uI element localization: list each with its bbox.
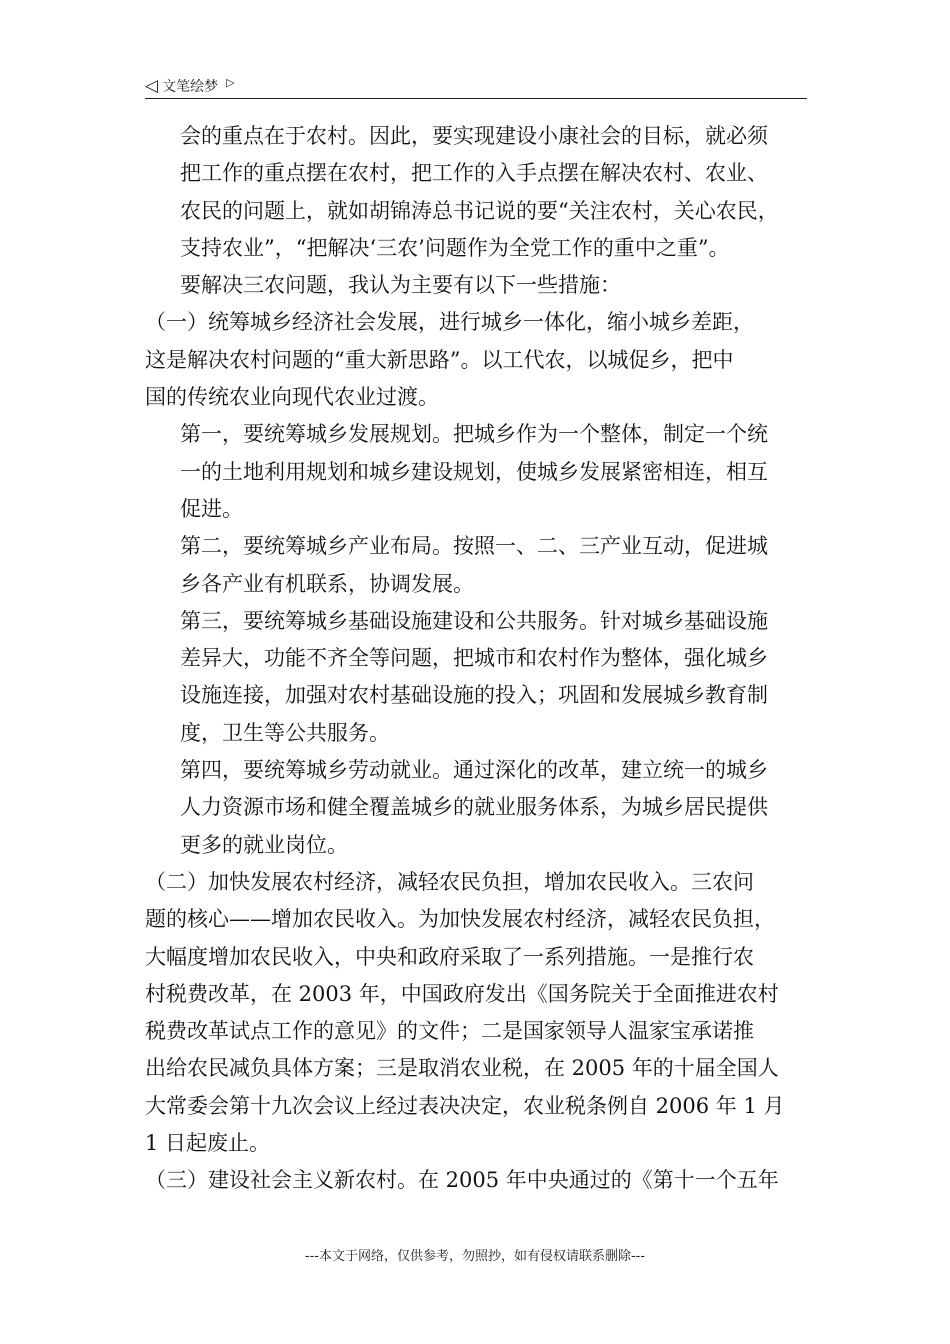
header-brand — [145, 76, 235, 96]
section-heading-3: （三）建设社会主义新农村。在 2005 年中央通过的《第十一个五年 — [145, 1168, 779, 1193]
text-line: 大幅度增加农民收入，中央和政府采取了一系列措施。一是推行农 — [145, 944, 754, 969]
triangle-right-icon: ▷ — [226, 75, 235, 89]
text-line: 村税费改革，在 2003 年，中国政府发出《国务院关于全面推进农村 — [145, 981, 779, 1006]
text-line: 促进。 — [180, 496, 243, 521]
text-line: 题的核心——增加农民收入。为加快发展农村经济，减轻农民负担， — [145, 907, 775, 932]
section-heading-1: （一）统筹城乡经济社会发展，进行城乡一体化，缩小城乡差距， — [145, 310, 754, 335]
text-line: 1 日起废止。 — [145, 1131, 271, 1156]
page-header — [145, 74, 807, 99]
text-line: 支持农业”，“把解决‘三农’问题作为全党工作的重中之重”。 — [180, 235, 730, 260]
text-line: 设施连接，加强对农村基础设施的投入；巩固和发展城乡教育制 — [180, 683, 768, 708]
text-line: 要解决三农问题，我认为主要有以下一些措施： — [180, 273, 621, 298]
text-line: 差异大，功能不齐全等问题，把城市和农村作为整体，强化城乡 — [180, 646, 768, 671]
text-line: 人力资源市场和健全覆盖城乡的就业服务体系，为城乡居民提供 — [180, 795, 768, 820]
text-line: 会的重点在于农村。因此，要实现建设小康社会的目标，就必须 — [180, 124, 768, 148]
text-line: 出给农民减负具体方案；三是取消农业税，在 2005 年的十届全国人 — [145, 1056, 779, 1081]
triangle-left-icon: ◁ — [145, 75, 159, 96]
document-body — [145, 118, 825, 1200]
text-line: 度，卫生等公共服务。 — [180, 720, 390, 745]
text-line: 一的土地利用规划和城乡建设规划，使城乡发展紧密相连，相互 — [180, 459, 768, 484]
text-line: 把工作的重点摆在农村，把工作的入手点摆在解决农村、农业、 — [180, 161, 768, 186]
text-line: 更多的就业岗位。 — [180, 832, 348, 857]
text-line: 农民的问题上，就如胡锦涛总书记说的要“关注农村，关心农民， — [180, 198, 779, 223]
text-line: 乡各产业有机联系，协调发展。 — [180, 571, 474, 596]
text-line: 第四，要统筹城乡劳动就业。通过深化的改革，建立统一的城乡 — [180, 758, 768, 783]
text-line: 国的传统农业向现代农业过渡。 — [145, 385, 439, 410]
text-line: 第三，要统筹城乡基础设施建设和公共服务。针对城乡基础设施 — [180, 608, 768, 633]
text-line: 第一，要统筹城乡发展规划。把城乡作为一个整体，制定一个统 — [180, 422, 768, 447]
header-title: 文笔绘梦 — [162, 79, 219, 95]
section-heading-2: （二）加快发展农村经济，减轻农民负担，增加农民收入。三农问 — [145, 869, 754, 894]
text-line: 第二，要统筹城乡产业布局。按照一、二、三产业互动，促进城 — [180, 534, 768, 559]
text-line: 大常委会第十九次会议上经过表决决定，农业税条例自 2006 年 1 月 — [145, 1093, 785, 1118]
text-line: 这是解决农村问题的“重大新思路”。以工代农，以城促乡，把中 — [145, 347, 734, 372]
text-line: 税费改革试点工作的意见》的文件；二是国家领导人温家宝承诺推 — [145, 1019, 754, 1044]
page-footer: ---本文于网络，仅供参考，勿照抄，如有侵权请联系删除--- — [304, 1249, 646, 1264]
